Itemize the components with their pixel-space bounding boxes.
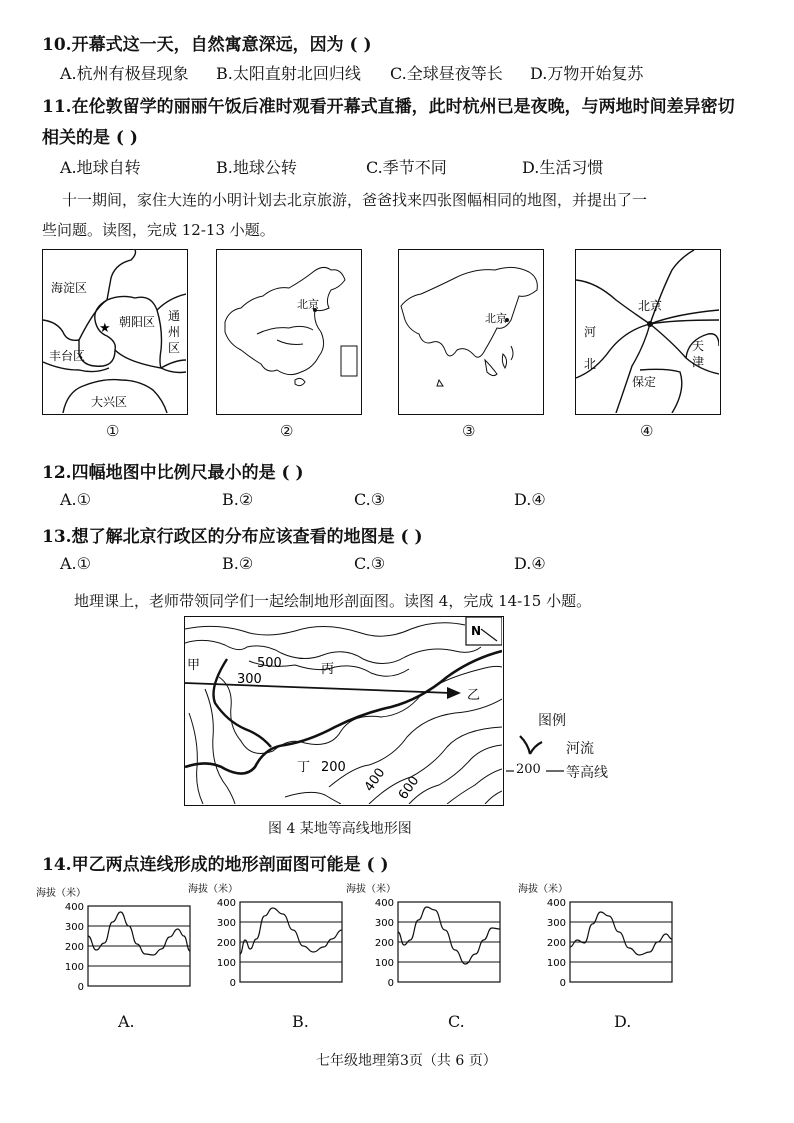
map-4-label-bei: 北 (584, 357, 597, 371)
chart-d-profile-line (570, 912, 672, 955)
chart-c-svg (346, 880, 506, 990)
chart-a-tick-0: 0 (77, 982, 84, 993)
chart-a-profile-line (88, 912, 190, 955)
profile-chart-a[interactable] (36, 884, 196, 998)
profile-chart-b[interactable] (188, 880, 348, 994)
profile-chart-d[interactable] (518, 880, 678, 994)
q10-option-d[interactable]: D.万物开始复苏 (530, 64, 644, 83)
chart-c-ylabel: 海拔（米） (346, 884, 396, 895)
map-1-label-haidian: 海淀区 (51, 281, 88, 295)
q11-option-a[interactable]: A.地球自转 (60, 158, 141, 177)
chart-d-tick-400: 400 (546, 898, 566, 909)
label-yi: 乙 (467, 688, 481, 703)
chart-b-tick-400: 400 (216, 898, 236, 909)
map-4-label-jin: 津 (692, 355, 705, 369)
map-1-number: ① (106, 422, 120, 440)
contour-label-400: 400 (361, 765, 389, 795)
chart-d-tick-200: 200 (546, 938, 566, 949)
q14-option-b[interactable]: B. (292, 1012, 309, 1031)
chart-c-tick-200: 200 (374, 938, 394, 949)
map-1-district (42, 249, 188, 415)
q10-option-b[interactable]: B.太阳直射北回归线 (216, 64, 361, 83)
map-4-label-baoding: 保定 (632, 375, 657, 389)
chart-c-tick-0: 0 (387, 978, 394, 989)
chart-a-svg (36, 884, 196, 994)
chart-d-tick-300: 300 (546, 918, 566, 929)
q12-option-c[interactable]: C.③ (354, 490, 386, 509)
q13-option-c[interactable]: C.③ (354, 554, 386, 573)
chart-c-tick-300: 300 (374, 918, 394, 929)
legend-river-label: 河流 (566, 741, 594, 757)
q13-option-b[interactable]: B.② (222, 554, 254, 573)
map-4-label-beijing: 北京 (638, 299, 663, 313)
map-4-label-tian: 天 (692, 339, 705, 353)
q13-option-d[interactable]: D.④ (514, 554, 546, 573)
page-footer: 七年级地理第3页（共 6 页） (316, 1053, 497, 1069)
river-main (185, 651, 502, 774)
chart-b-svg (188, 880, 348, 990)
contour-drawing (185, 617, 502, 804)
q11-option-d[interactable]: D.生活习惯 (522, 158, 604, 177)
map-3-drawing (399, 250, 542, 413)
chart-a-ylabel: 海拔（米） (36, 888, 86, 899)
chart-b-tick-300: 300 (216, 918, 236, 929)
q12-option-d[interactable]: D.④ (514, 490, 546, 509)
contour-label-300: 300 (237, 672, 262, 687)
legend-title: 图例 (538, 713, 566, 729)
chart-a-tick-100: 100 (64, 962, 84, 973)
chart-d-tick-100: 100 (546, 958, 566, 969)
contour-label-500: 500 (257, 656, 282, 671)
q14-option-a[interactable]: A. (118, 1012, 135, 1031)
q12-stem: 12.四幅地图中比例尺最小的是 ( ) (42, 463, 304, 483)
legend-contour-value: 200 (516, 762, 541, 777)
north-label: N (471, 624, 482, 638)
chart-a-tick-300: 300 (64, 922, 84, 933)
map-1-label-fengtai: 丰台区 (49, 349, 86, 363)
chart-d-ylabel: 海拔（米） (518, 884, 568, 895)
map-1-star: ★ (99, 321, 111, 336)
q14-option-d[interactable]: D. (614, 1012, 632, 1031)
q14-stem: 14.甲乙两点连线形成的地形剖面图可能是 ( ) (42, 855, 389, 875)
map-2-drawing (217, 250, 360, 413)
label-jia: 甲 (187, 658, 201, 673)
chart-b-tick-100: 100 (216, 958, 236, 969)
map-1-label-tongzhou-1: 通 (168, 309, 181, 323)
q12-option-b[interactable]: B.② (222, 490, 254, 509)
chart-d-svg (518, 880, 678, 990)
map-2-number: ② (280, 422, 294, 440)
map-2-china (216, 249, 362, 415)
label-bing: 丙 (321, 662, 335, 677)
map-1-label-tongzhou-2: 州 (168, 325, 181, 339)
intro-12-13-line2: 些问题。读图，完成 12-13 小题。 (42, 221, 275, 239)
q10-option-c[interactable]: C.全球昼夜等长 (390, 64, 503, 83)
chart-b-ylabel: 海拔（米） (188, 884, 238, 895)
q14-option-c[interactable]: C. (448, 1012, 465, 1031)
map-4-drawing (576, 250, 719, 413)
map-4-label-he: 河 (584, 325, 597, 339)
profile-chart-c[interactable] (346, 880, 506, 994)
contour-label-600: 600 (395, 773, 423, 803)
chart-c-profile-line (398, 907, 500, 964)
map-1-label-chaoyang: 朝阳区 (119, 315, 156, 329)
q13-stem: 13.想了解北京行政区的分布应该查看的地图是 ( ) (42, 527, 423, 547)
profile-line (185, 683, 451, 693)
q10-stem: 10.开幕式这一天，自然寓意深远，因为 ( ) (42, 35, 372, 55)
map-4-regional (575, 249, 721, 415)
q11-stem-line1: 11.在伦敦留学的丽丽午饭后准时观看开幕式直播，此时杭州已是夜晚，与两地时间差异密切 (42, 97, 735, 117)
q11-option-b[interactable]: B.地球公转 (216, 158, 297, 177)
chart-c-tick-100: 100 (374, 958, 394, 969)
legend-river-symbol (516, 734, 546, 762)
chart-c-tick-400: 400 (374, 898, 394, 909)
q10-option-a[interactable]: A.杭州有极昼现象 (60, 64, 189, 83)
map-1-label-tongzhou-3: 区 (168, 341, 181, 355)
q11-option-c[interactable]: C.季节不同 (366, 158, 447, 177)
figure-4-caption: 图 4 某地等高线地形图 (268, 821, 412, 837)
map-3-asia (398, 249, 544, 415)
map-3-label-beijing: 北京 (485, 312, 507, 325)
intro-14-15: 地理课上，老师带领同学们一起绘制地形剖面图。读图 4，完成 14-15 小题。 (74, 592, 592, 610)
profile-arrow-head (447, 687, 461, 699)
map-4-number: ④ (640, 422, 654, 440)
chart-b-tick-0: 0 (229, 978, 236, 989)
contour-label-200: 200 (321, 760, 346, 775)
q13-option-a[interactable]: A.① (60, 554, 91, 573)
contour-map (184, 616, 504, 806)
map-1-drawing (43, 250, 186, 413)
chart-b-profile-line (240, 908, 342, 954)
map-2-label-beijing: 北京 (297, 298, 319, 311)
legend-contour-label: 等高线 (566, 765, 608, 781)
chart-d-tick-0: 0 (559, 978, 566, 989)
map-3-number: ③ (462, 422, 476, 440)
label-ding: 丁 (297, 760, 311, 775)
chart-a-tick-200: 200 (64, 942, 84, 953)
map-1-label-daxing: 大兴区 (91, 395, 128, 409)
intro-12-13-line1: 十一期间，家住大连的小明计划去北京旅游，爸爸找来四张图幅相同的地图，并提出了一 (62, 191, 648, 209)
q12-option-a[interactable]: A.① (60, 490, 91, 509)
q11-stem-line2: 相关的是 ( ) (42, 128, 138, 148)
chart-b-tick-200: 200 (216, 938, 236, 949)
chart-a-tick-400: 400 (64, 902, 84, 913)
